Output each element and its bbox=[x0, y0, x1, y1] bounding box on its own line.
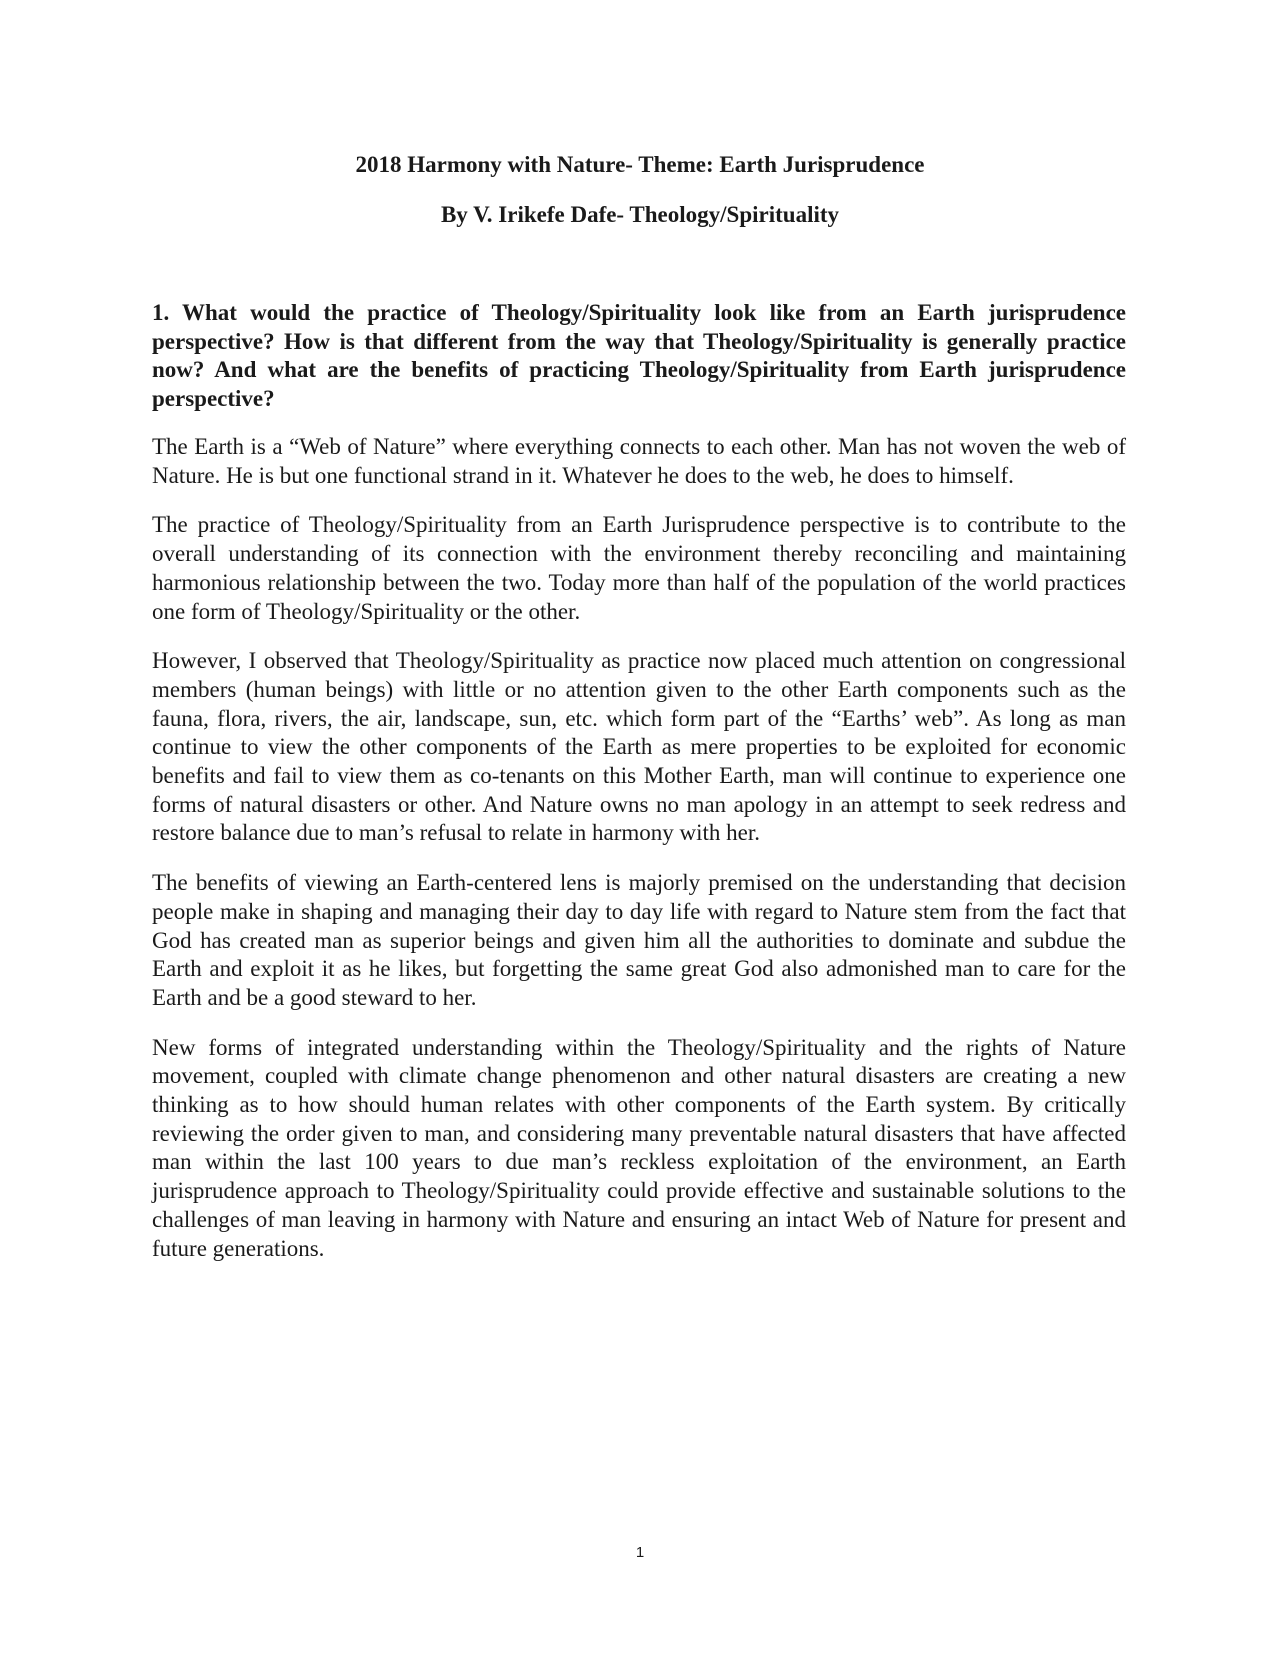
paragraph-new-forms: New forms of integrated understanding within the Theology/Spirituality and the rights of Nature movement, coupled with climate change phenomenon and other natural disasters are creating a new thinking as to how should human relates with other components of the Earth system. By critically reviewing the order given to man, and considering many preventable natural disasters that have affected man within the last 100 years to due man’s reckless exploitation of the environment, an Earth jurisprudence approach to Theology/Spirituality could provide effective and sustainable solutions to the challenges of man leaving in harmony with Nature and ensuring an intact Web of Nature for present and future generations. bbox=[152, 1034, 1126, 1261]
question-heading: 1. What would the practice of Theology/Spirituality look like from an Earth jurisprudence perspective? How is that different from the way that Theology/Spirituality is generally practice now? And what are the benefits of practicing Theology/Spirituality from Earth jurisprudence perspective? bbox=[152, 300, 1126, 411]
document-byline: By V. Irikefe Dafe- Theology/Spirituality bbox=[440, 202, 840, 227]
paragraph-observation: However, I observed that Theology/Spirituality as practice now placed much attention on congressional members (human beings) with little or no attention given to the other Earth components such as the fauna, flora, rivers, the air, landscape, sun, etc. which form part of the “Earths’ web”. As long as man continue to view the other components of the Earth as mere properties to be exploited for economic benefits and fail to view them as co-tenants on this Mother Earth, man will continue to experience one forms of natural disasters or other. And Nature owns no man apology in an attempt to seek redress and restore balance due to man’s refusal to relate in harmony with her. bbox=[152, 648, 1126, 846]
document-title: 2018 Harmony with Nature- Theme: Earth Jurisprudence bbox=[355, 152, 925, 177]
paragraph-benefits: The benefits of viewing an Earth-centered lens is majorly premised on the understanding that decision people make in shaping and managing their day to day life with regard to Nature stem from the fact that God has created man as superior beings and given him all the authorities to dominate and subdue the Earth and exploit it as he likes, but forgetting the same great God also admonished man to care for the Earth and be a good steward to her. bbox=[152, 870, 1126, 1010]
document-body bbox=[152, 299, 1126, 1284]
page-number: 1 bbox=[635, 1544, 645, 1561]
paragraph-practice: The practice of Theology/Spirituality from an Earth Jurisprudence perspective is to contribute to the overall understanding of its connection with the environment thereby reconciling and maintaining harmonious relationship between the two. Today more than half of the population of the world practices one form of Theology/Spirituality or the other. bbox=[152, 512, 1126, 624]
paragraph-web-of-nature: The Earth is a “Web of Nature” where everything connects to each other. Man has not woven the web of Nature. He is but one functional strand in it. Whatever he does to the web, he does to himself. bbox=[152, 434, 1126, 488]
